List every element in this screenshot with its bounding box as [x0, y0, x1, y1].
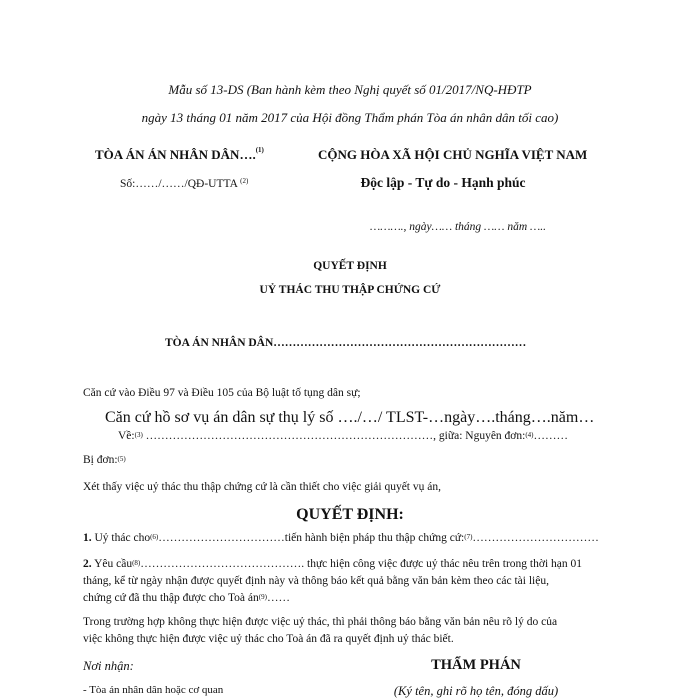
article-2-line2: tháng, kể từ ngày nhận được quyết định này và thông báo kết quả bằng văn bản kèm theo các tài liệu, [83, 575, 549, 587]
article-2-line1 [83, 556, 582, 573]
court-name-text: TÒA ÁN ÁN NHÂN DÂN…. [95, 147, 256, 162]
article-2-text: Yêu cầu [94, 558, 133, 570]
article-2-line3-text: chứng cứ đã thu thập được cho Toà án [83, 592, 259, 604]
decision-heading: QUYẾT ĐỊNH: [296, 506, 404, 523]
document-subtitle: UỶ THÁC THU THẬP CHỨNG CỨ [259, 284, 441, 296]
article-1 [83, 530, 599, 547]
case-subject-label: Về: [118, 430, 135, 442]
article-1-middle: ……………………………tiến hành biện pháp thu thập chứng cứ: [158, 532, 465, 544]
place-date-line: ………., ngày…… tháng …… năm ….. [370, 221, 547, 233]
recipient-item: - Tòa án nhân dân hoặc cơ quan [83, 684, 224, 696]
case-subject-dots: …………………………………………………………………, giữa: Nguyên đơn: [142, 430, 526, 442]
footnote-marker: (7) [464, 533, 473, 541]
issuing-court: TÒA ÁN NHÂN DÂN………………………………………………………… [165, 337, 527, 349]
failure-note-line2: việc không thực hiện được việc uỷ thác cho Toà án đã ra quyết định uỷ thác biết. [83, 633, 454, 645]
decision-number-text: Số:……/……/QĐ-UTTA [120, 178, 238, 190]
signer-note: (Ký tên, ghi rõ họ tên, đóng dấu) [393, 684, 559, 698]
article-1-dots: …………………………… [472, 532, 599, 544]
footnote-marker: (1) [255, 146, 264, 154]
signer-title: THẨM PHÁN [431, 657, 521, 673]
footnote-marker: (3) [134, 431, 143, 439]
recipients-label: Nơi nhận: [83, 659, 134, 673]
decision-number [120, 178, 248, 190]
footnote-marker: (9) [258, 593, 267, 601]
defendant-line [83, 452, 126, 469]
footnote-marker: (6) [150, 533, 159, 541]
court-name-header [95, 147, 264, 163]
article-2-line1-rest: ……………………………………. thực hiện công việc được uỷ thác nêu trên trong thời hạn 01 [140, 558, 582, 570]
legal-basis-1: Căn cứ vào Điều 97 và Điều 105 của Bộ luật tố tụng dân sự; [83, 387, 361, 399]
footnote-marker: (2) [240, 177, 249, 185]
defendant-label: Bị đơn: [83, 454, 118, 466]
failure-note-line1: Trong trường hợp không thực hiện được việc uỷ thác, thì phải thông báo bằng văn bản nêu rõ lý do của [83, 616, 558, 628]
footnote-marker: (8) [132, 559, 141, 567]
case-subject-line [118, 428, 568, 445]
footnote-marker: (5) [117, 455, 126, 463]
form-reference-line1: Mẫu số 13-DS (Ban hành kèm theo Nghị quyết số 01/2017/NQ-HĐTP [168, 82, 532, 97]
legal-basis-2: Căn cứ hồ sơ vụ án dân sự thụ lý số …./…/ TLST-…ngày….tháng….năm… [105, 409, 595, 426]
article-1-number: 1. [83, 532, 92, 544]
national-motto: Độc lập - Tự do - Hạnh phúc [360, 175, 526, 190]
article-2-number: 2. [83, 558, 92, 570]
footnote-marker: (4) [525, 431, 534, 439]
document-title: QUYẾT ĐỊNH [313, 260, 387, 272]
article-2-line3 [83, 590, 290, 607]
article-1-text: Uỷ thác cho [94, 532, 151, 544]
national-title: CỘNG HÒA XÃ HỘI CHỦ NGHĨA VIỆT NAM [318, 147, 588, 162]
article-2-line3-dots: …… [266, 592, 290, 604]
form-reference-line2: ngày 13 tháng 01 năm 2017 của Hội đồng Thẩm phán Tòa án nhân dân tối cao) [141, 110, 559, 125]
consideration-line: Xét thấy việc uỷ thác thu thập chứng cứ là cần thiết cho việc giải quyết vụ án, [83, 481, 441, 493]
plaintiff-dots: ……… [533, 430, 568, 442]
